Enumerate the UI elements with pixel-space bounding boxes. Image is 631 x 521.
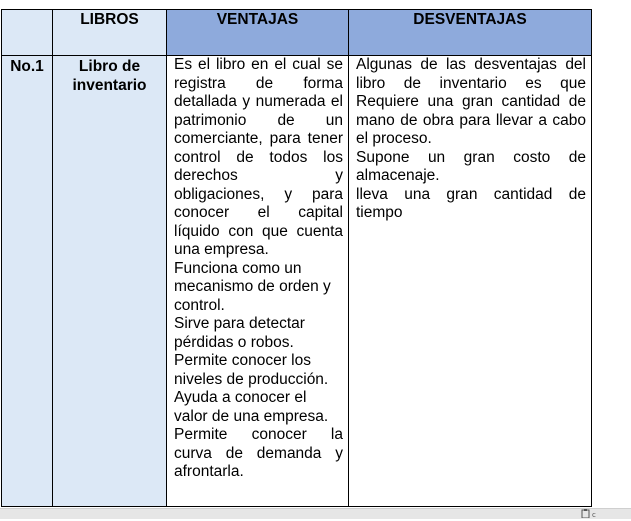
ventajas-paragraph: Funciona como un mecanismo de orden y control. xyxy=(174,259,331,314)
header-libros-label: LIBROS xyxy=(80,11,139,28)
ventajas-cell[interactable] xyxy=(167,56,349,507)
table-header-row xyxy=(2,10,592,56)
desventajas-paragraph: Supone un gran costo de almacenaje. xyxy=(356,148,586,184)
ventajas-paragraph: Es el libro en el cual se registra de forma detallada y numerada el patrimonio de un comerciante, para tener control de todos los derechos y obligaciones, y para conocer el capital líquido con que cuenta una empresa. xyxy=(174,56,343,258)
header-cell-desventajas xyxy=(349,10,592,56)
page-bottom-edge xyxy=(0,508,631,519)
book-name-cell xyxy=(53,56,167,507)
desventajas-paragraph: lleva una gran cantidad de tiempo xyxy=(356,185,586,221)
header-desventajas-label: DESVENTAJAS xyxy=(413,11,527,28)
table-row xyxy=(2,56,592,507)
desventajas-paragraph: Algunas de las desventajas del libro de inventario es que Requiere una gran cantidad de mano de obra para llevar a cabo el proceso. xyxy=(356,56,586,147)
header-ventajas-label: VENTAJAS xyxy=(216,11,299,28)
header-cell-ventajas xyxy=(167,10,349,56)
row-number: No.1 xyxy=(10,58,44,75)
book-name: Libro de inventario xyxy=(72,58,147,94)
header-cell-empty xyxy=(2,10,53,56)
paste-options-icon[interactable] xyxy=(581,509,599,518)
ventajas-paragraph: Permite conocer la curva de demanda y afrontarla. xyxy=(174,426,343,480)
ventajas-paragraph: Sirve para detectar pérdidas o robos. xyxy=(174,315,305,351)
ventajas-text[interactable] xyxy=(167,56,348,482)
header-cell-libros xyxy=(53,10,167,56)
comparison-table xyxy=(1,9,592,507)
desventajas-text[interactable] xyxy=(349,56,591,223)
ventajas-paragraph: Permite conocer los niveles de producción. xyxy=(174,352,329,388)
ventajas-paragraph: Ayuda a conocer el valor de una empresa. xyxy=(174,389,329,425)
svg-text:c: c xyxy=(592,511,596,518)
desventajas-cell[interactable] xyxy=(349,56,592,507)
row-number-cell xyxy=(2,56,53,507)
